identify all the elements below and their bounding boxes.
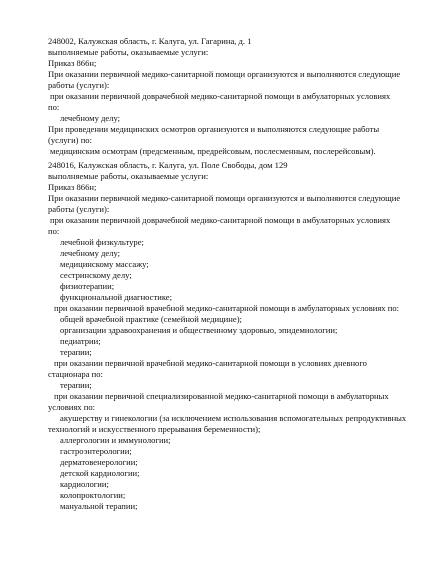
address-line: 248016, Калужская область, г. Калуга, ул. Поле Свободы, дом 129 (48, 160, 288, 170)
service-item: общей врачебной практике (семейной медицине); (60, 314, 242, 324)
vrach-amb-intro-line: при оказании первичной врачебной медико-санитарной помощи в амбулаторных условиях по: (54, 303, 400, 313)
primary-intro-line: работы (услуги): (48, 80, 110, 90)
service-item: сестринскому делу; (60, 270, 132, 280)
service-item: лечебному делу; (60, 113, 121, 123)
prevrach-intro-line: при оказании первичной доврачебной медико-санитарной помощи в амбулаторных условиях (50, 215, 391, 225)
works-label: выполняемые работы, оказываемые услуги: (48, 47, 209, 57)
vrach-day-intro-line: при оказании первичной врачебной медико-санитарной помощи в условиях дневного (54, 358, 367, 368)
service-item: кардиологии; (60, 479, 109, 489)
primary-intro-line: При оказании первичной медико-санитарной помощи организуются и выполняются следующие (48, 193, 401, 203)
service-item: физиотерапии; (60, 281, 115, 291)
service-item: лечебной физкультуре; (60, 237, 144, 247)
primary-intro-line: При оказании первичной медико-санитарной помощи организуются и выполняются следующие (48, 69, 401, 79)
spec-intro-line: условиях по: (48, 402, 96, 412)
address-line: 248002, Калужская область, г. Калуга, ул. Гагарина, д. 1 (48, 36, 252, 46)
service-item: аллергологии и иммунологии; (60, 435, 171, 445)
service-item: гастроэнтерологии; (60, 446, 132, 456)
order-line: Приказ 866н; (48, 58, 97, 68)
prevrach-intro-line: по: (48, 102, 60, 112)
address-block-2 (48, 160, 412, 512)
address-block-1 (48, 36, 412, 157)
exam-intro-line: (услуги) по: (48, 135, 92, 145)
primary-intro-line: работы (услуги): (48, 204, 110, 214)
vrach-day-intro-line: стационара по: (48, 369, 103, 379)
service-item: дерматовенерологии; (60, 457, 138, 467)
service-item: акушерству и гинекологии (за исключением использования вспомогательных репродуктивных (60, 413, 407, 423)
service-item: детской кардиологии; (60, 468, 140, 478)
service-item: колопроктологии; (60, 490, 126, 500)
prevrach-intro-line: по: (48, 226, 60, 236)
service-item: мануальной терапии; (60, 501, 138, 511)
service-item: функциональной диагностике; (60, 292, 173, 302)
order-line: Приказ 866н; (48, 182, 97, 192)
service-item: организации здравоохранения и общественному здоровью, эпидемиологии; (60, 325, 338, 335)
service-item: педиатрии; (60, 336, 101, 346)
service-item-continuation: технологий и искусственного прерывания беременности); (48, 424, 261, 434)
service-item: медицинскому массажу; (60, 259, 149, 269)
service-item: медицинским осмотрам (предсменным, предрейсовым, послесменным, послерейсовым). (50, 146, 376, 156)
service-item: терапии; (60, 347, 92, 357)
service-item: лечебному делу; (60, 248, 121, 258)
works-label: выполняемые работы, оказываемые услуги: (48, 171, 209, 181)
spec-intro-line: при оказании первичной специализированной медико-санитарной помощи в амбулаторных (54, 391, 389, 401)
prevrach-intro-line: при оказании первичной доврачебной медико-санитарной помощи в амбулаторных условиях (50, 91, 391, 101)
exam-intro-line: При проведении медицинских осмотров организуются и выполняются следующие работы (48, 124, 380, 134)
service-item: терапии; (60, 380, 92, 390)
